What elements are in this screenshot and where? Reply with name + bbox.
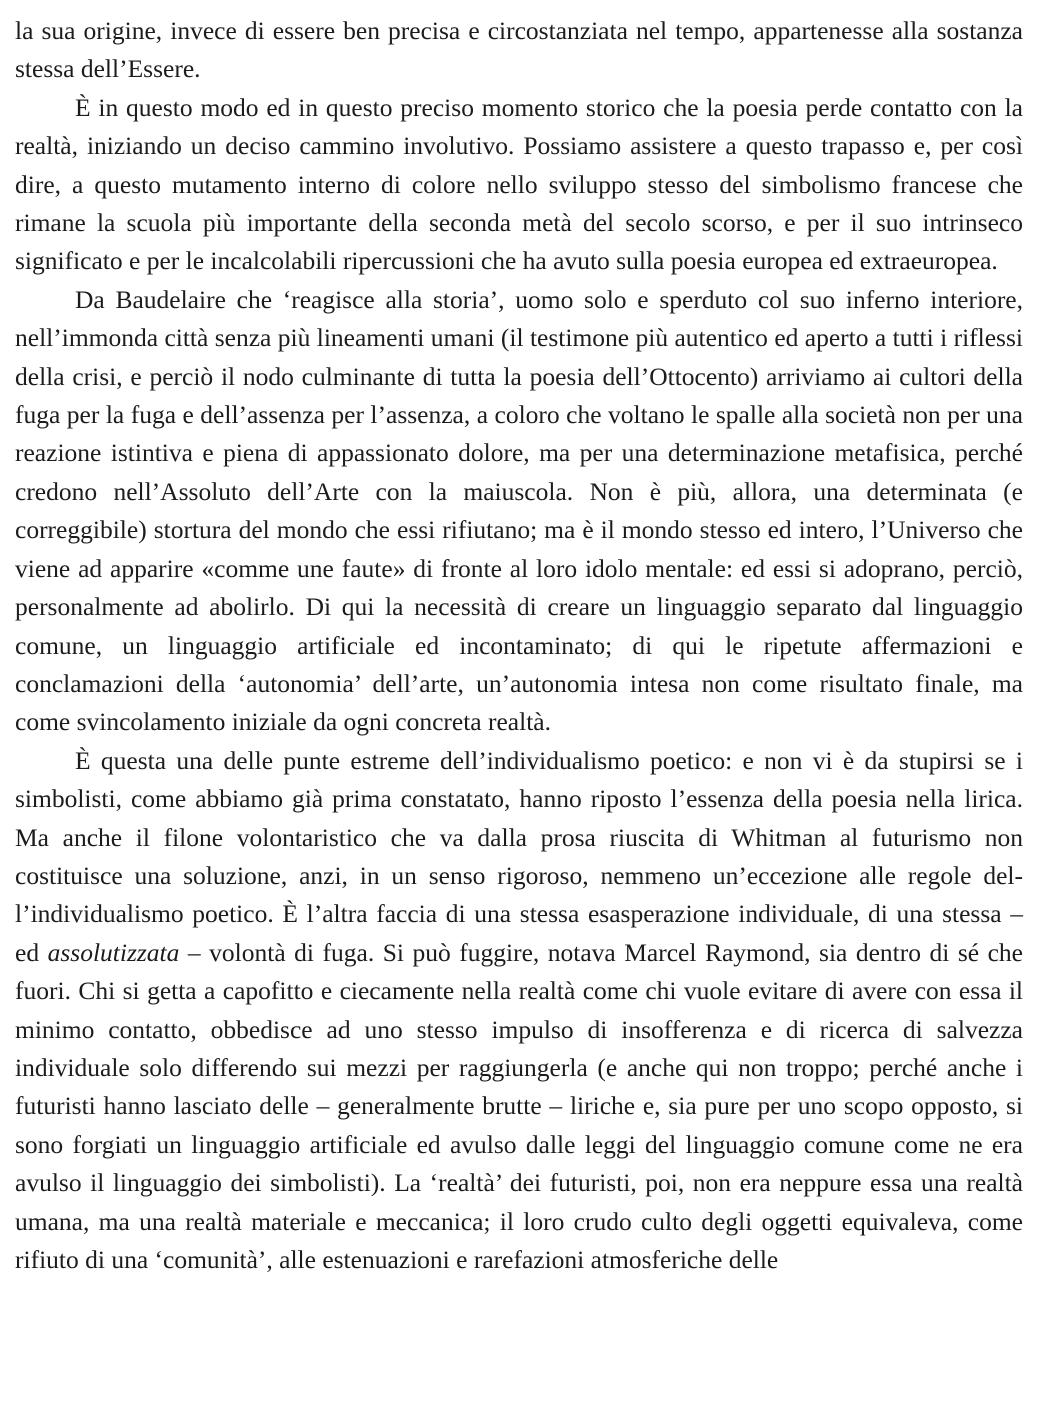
paragraph-1-text: la sua origine, invece di essere ben precisa e circostanziata nel tempo, appartenesse alla sostanza stessa dell’Essere. (15, 16, 1023, 84)
paragraph-2-text: È in questo modo ed in questo preciso momento storico che la poesia perde contatto con la realtà, iniziando un deciso cammino involutivo. Possiamo assistere a questo trapasso e, per così dire, a questo mutamento interno di colore nello sviluppo stesso del simbolismo francese che rimane la scuola più importante della seconda metà del secolo scorso, e per il suo intrinseco significato e per le incalcolabili ripercussioni che ha avuto sulla poesia europea ed extraeuropea. (15, 92, 1023, 276)
paragraph-3-text: Da Baudelaire che ‘reagisce alla storia’, uomo solo e sperduto col suo inferno interiore, nell’immonda città senza più lineamenti umani (il testimone più autentico ed aperto a tutti i riflessi della crisi, e perciò il nodo culminante di tutta la poesia dell’Ottocento) arriviamo ai cultori della fuga per la fuga e dell’assenza per l’assenza, a coloro che voltano le spalle alla società non per una reazione istintiva e piena di appassionato dolore, ma per una determinazione metafisica, perché credono nell’Assoluto dell’Arte con la maiuscola. Non è più, allora, una determinata (e correggibile) stortura del mondo che essi rifiutano; ma è il mondo stesso ed intero, l’Universo che viene ad apparire «comme une faute» di fronte al loro idolo mentale: ed essi si adoprano, perciò, personalmente ad abolirlo. Di qui la necessità di creare un linguaggio separato dal linguaggio comune, un linguaggio artificiale ed incontaminato; di qui le ripetute affermazioni e conclamazioni della ‘autonomia’ dell’arte, un’autonomia intesa non come risultato finale, ma come svincolamento iniziale da ogni concreta realtà. (15, 284, 1023, 737)
paragraph-3 (15, 281, 1023, 742)
paragraph-4-text-part-2: – volontà di fuga. Si può fuggire, notava Marcel Raymond, sia dentro di sé che fuori. Chi si getta a capofitto e ciecamente nella realtà come chi vuole evitare di avere con essa il minimo contatto, obbedisce ad uno stesso impulso di insofferenza e di ricerca di salvezza individuale solo differendo sui mezzi per raggiungerla (e anche qui non troppo; perché anche i futuristi hanno lasciato delle – generalmente brutte – liriche e, sia pure per uno scopo opposto, si sono forgiati un linguaggio artificiale ed avulso dalle leggi del linguaggio comune come ne era avulso il linguaggio dei simbolisti). La ‘realtà’ dei futuristi, poi, non era neppure essa una realtà umana, ma una realtà materiale e meccanica; il loro crudo culto degli oggetti equivaleva, come rifiuto di una ‘comunità’, alle estenuazioni e rarefazioni atmosferiche delle (15, 937, 1023, 1274)
paragraph-4-italic-term: assolutizzata (47, 937, 180, 967)
paragraph-4-text-part-1: È questa una delle punte estreme dell’individualismo poetico: e non vi è da stupirsi se i simbolisti, come abbiamo già prima constatato, hanno riposto l’essenza della poesia nella lirica. Ma anche il filone volontaristico che va dalla prosa riuscita di Whitman al futurismo non costituisce una soluzione, anzi, in un senso rigoroso, nemmeno un’eccezione alle regole dell’individualismo poetico. È l’altra faccia di una stessa esasperazione individuale, di una stessa – ed (15, 745, 1023, 967)
paragraph-2 (15, 89, 1023, 281)
paragraph-1 (15, 12, 1023, 89)
paragraph-4 (15, 742, 1023, 1280)
document-page (15, 12, 1023, 1279)
